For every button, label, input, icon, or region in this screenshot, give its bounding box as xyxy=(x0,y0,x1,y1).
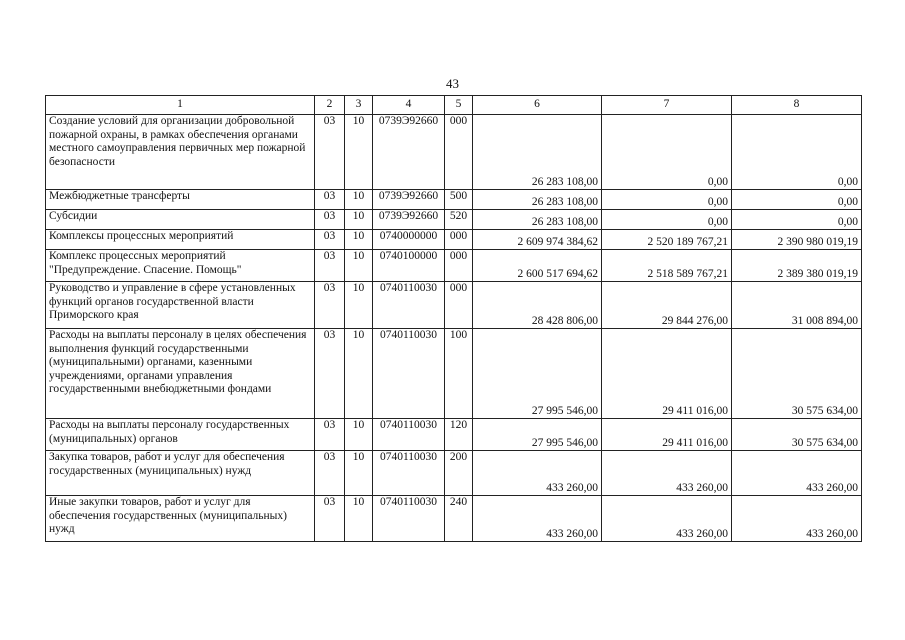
amount-col6: 28 428 806,00 xyxy=(473,282,602,329)
amount-col6: 2 609 974 384,62 xyxy=(473,230,602,250)
row-name: Руководство и управление в сфере установленных функций органов государственной власти Приморского края xyxy=(46,282,315,329)
page-number: 43 xyxy=(446,76,459,91)
expense-type-code: 000 xyxy=(445,230,473,250)
subsection-code: 10 xyxy=(345,496,373,542)
target-article-code: 0740110030 xyxy=(373,329,445,419)
section-code: 03 xyxy=(315,115,345,190)
column-header: 3 xyxy=(345,96,373,115)
amount-col6: 433 260,00 xyxy=(473,451,602,496)
table-row xyxy=(46,329,862,419)
amount-col6: 27 995 546,00 xyxy=(473,419,602,451)
table-row xyxy=(46,210,862,230)
subsection-code: 10 xyxy=(345,230,373,250)
column-header: 2 xyxy=(315,96,345,115)
amount-col7: 2 518 589 767,21 xyxy=(602,250,732,282)
row-name: Расходы на выплаты персоналу в целях обеспечения выполнения функций государственными (муниципальными) органами, казенными учреждениями, органами управления государственными внебюджетными фондами xyxy=(46,329,315,419)
section-code: 03 xyxy=(315,210,345,230)
column-header: 7 xyxy=(602,96,732,115)
section-code: 03 xyxy=(315,329,345,419)
amount-col8: 0,00 xyxy=(732,115,862,190)
amount-col6: 27 995 546,00 xyxy=(473,329,602,419)
amount-col7: 433 260,00 xyxy=(602,451,732,496)
section-code: 03 xyxy=(315,230,345,250)
amount-col8: 433 260,00 xyxy=(732,496,862,542)
row-name: Субсидии xyxy=(46,210,315,230)
amount-col7: 0,00 xyxy=(602,190,732,210)
expense-type-code: 200 xyxy=(445,451,473,496)
row-name: Расходы на выплаты персоналу государственных (муниципальных) органов xyxy=(46,419,315,451)
section-code: 03 xyxy=(315,190,345,210)
subsection-code: 10 xyxy=(345,250,373,282)
table-row xyxy=(46,115,862,190)
amount-col7: 29 844 276,00 xyxy=(602,282,732,329)
amount-col7: 433 260,00 xyxy=(602,496,732,542)
row-name: Закупка товаров, работ и услуг для обеспечения государственных (муниципальных) нужд xyxy=(46,451,315,496)
table-row xyxy=(46,250,862,282)
row-name: Создание условий для организации добровольной пожарной охраны, в рамках обеспечения органами местного самоуправления первичных мер пожарной безопасности xyxy=(46,115,315,190)
row-name: Комплексы процессных мероприятий xyxy=(46,230,315,250)
amount-col6: 2 600 517 694,62 xyxy=(473,250,602,282)
column-header: 1 xyxy=(46,96,315,115)
amount-col6: 26 283 108,00 xyxy=(473,190,602,210)
section-code: 03 xyxy=(315,451,345,496)
section-code: 03 xyxy=(315,282,345,329)
expense-type-code: 240 xyxy=(445,496,473,542)
section-code: 03 xyxy=(315,419,345,451)
amount-col8: 433 260,00 xyxy=(732,451,862,496)
row-name: Комплекс процессных мероприятий "Предупреждение. Спасение. Помощь" xyxy=(46,250,315,282)
row-name: Межбюджетные трансферты xyxy=(46,190,315,210)
amount-col6: 26 283 108,00 xyxy=(473,115,602,190)
section-code: 03 xyxy=(315,496,345,542)
table-row xyxy=(46,282,862,329)
target-article-code: 0740110030 xyxy=(373,451,445,496)
column-header: 8 xyxy=(732,96,862,115)
amount-col6: 26 283 108,00 xyxy=(473,210,602,230)
subsection-code: 10 xyxy=(345,190,373,210)
subsection-code: 10 xyxy=(345,329,373,419)
table-row xyxy=(46,496,862,542)
target-article-code: 0740110030 xyxy=(373,496,445,542)
table-row xyxy=(46,230,862,250)
amount-col8: 2 389 380 019,19 xyxy=(732,250,862,282)
amount-col8: 30 575 634,00 xyxy=(732,329,862,419)
column-header: 4 xyxy=(373,96,445,115)
subsection-code: 10 xyxy=(345,419,373,451)
subsection-code: 10 xyxy=(345,451,373,496)
amount-col7: 29 411 016,00 xyxy=(602,329,732,419)
amount-col8: 0,00 xyxy=(732,210,862,230)
header-row xyxy=(46,96,862,115)
row-name: Иные закупки товаров, работ и услуг для обеспечения государственных (муниципальных) нужд xyxy=(46,496,315,542)
amount-col6: 433 260,00 xyxy=(473,496,602,542)
target-article-code: 0740000000 xyxy=(373,230,445,250)
expense-type-code: 100 xyxy=(445,329,473,419)
amount-col8: 30 575 634,00 xyxy=(732,419,862,451)
expense-type-code: 000 xyxy=(445,250,473,282)
table-row xyxy=(46,419,862,451)
column-header: 6 xyxy=(473,96,602,115)
table-row xyxy=(46,451,862,496)
subsection-code: 10 xyxy=(345,115,373,190)
amount-col7: 29 411 016,00 xyxy=(602,419,732,451)
amount-col7: 0,00 xyxy=(602,115,732,190)
expense-type-code: 120 xyxy=(445,419,473,451)
section-code: 03 xyxy=(315,250,345,282)
amount-col8: 2 390 980 019,19 xyxy=(732,230,862,250)
amount-col8: 0,00 xyxy=(732,190,862,210)
expense-type-code: 520 xyxy=(445,210,473,230)
budget-table xyxy=(45,95,862,542)
target-article-code: 0739Э92660 xyxy=(373,190,445,210)
target-article-code: 0739Э92660 xyxy=(373,210,445,230)
target-article-code: 0740110030 xyxy=(373,419,445,451)
table-row xyxy=(46,190,862,210)
amount-col7: 2 520 189 767,21 xyxy=(602,230,732,250)
target-article-code: 0740100000 xyxy=(373,250,445,282)
amount-col8: 31 008 894,00 xyxy=(732,282,862,329)
expense-type-code: 500 xyxy=(445,190,473,210)
subsection-code: 10 xyxy=(345,282,373,329)
column-header: 5 xyxy=(445,96,473,115)
subsection-code: 10 xyxy=(345,210,373,230)
expense-type-code: 000 xyxy=(445,115,473,190)
target-article-code: 0740110030 xyxy=(373,282,445,329)
expense-type-code: 000 xyxy=(445,282,473,329)
target-article-code: 0739Э92660 xyxy=(373,115,445,190)
amount-col7: 0,00 xyxy=(602,210,732,230)
